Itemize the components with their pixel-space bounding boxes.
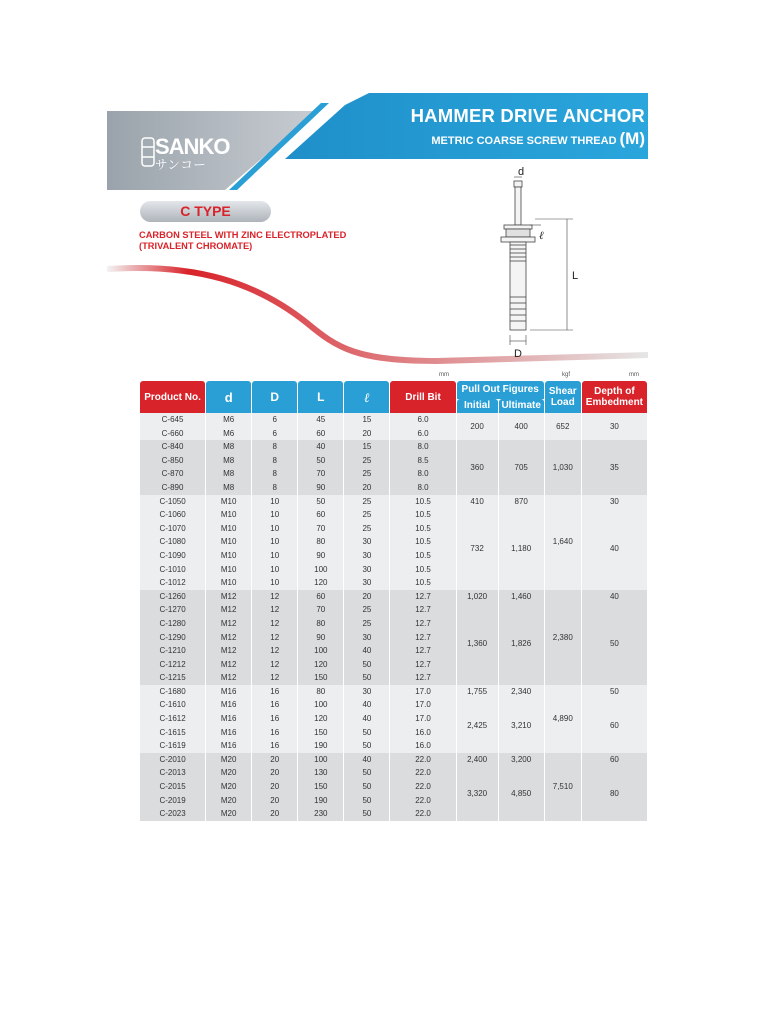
cell-product-no: C-2023 [140, 807, 205, 821]
cell-length-L: 70 [298, 467, 343, 481]
cell-length-l: 50 [344, 794, 389, 808]
cell-product-no: C-1290 [140, 631, 205, 645]
cell-drill-bit: 8.0 [390, 481, 455, 495]
header-product-no: Product No. [140, 381, 205, 413]
cell-shear-load: 1,030 [545, 440, 581, 494]
cell-drill-bit: 12.7 [390, 671, 455, 685]
cell-product-no: C-1612 [140, 712, 205, 726]
cell-length-l: 25 [344, 603, 389, 617]
cell-depth: 60 [582, 753, 647, 767]
table-row [140, 590, 647, 604]
cell-length-L: 80 [298, 617, 343, 631]
cell-pullout-initial: 2,400 [457, 753, 498, 767]
cell-product-no: C-870 [140, 467, 205, 481]
cell-drill-bit: 10.5 [390, 535, 455, 549]
cell-diameter-D: 16 [252, 739, 297, 753]
cell-diameter-D: 20 [252, 794, 297, 808]
cell-length-L: 45 [298, 413, 343, 427]
cell-product-no: C-1215 [140, 671, 205, 685]
cell-thread-d: M10 [206, 549, 251, 563]
header-initial: Initial [457, 399, 498, 413]
cell-diameter-D: 12 [252, 631, 297, 645]
cell-product-no: C-1060 [140, 508, 205, 522]
cell-length-l: 30 [344, 685, 389, 699]
cell-pullout-ultimate: 3,210 [499, 698, 544, 752]
cell-drill-bit: 8.0 [390, 467, 455, 481]
cell-length-l: 50 [344, 780, 389, 794]
cell-product-no: C-2019 [140, 794, 205, 808]
cell-diameter-D: 12 [252, 658, 297, 672]
cell-diameter-D: 12 [252, 644, 297, 658]
cell-diameter-D: 12 [252, 671, 297, 685]
cell-length-l: 20 [344, 590, 389, 604]
cell-drill-bit: 17.0 [390, 698, 455, 712]
cell-length-L: 120 [298, 576, 343, 590]
cell-length-l: 50 [344, 766, 389, 780]
sanko-logo-icon [141, 137, 155, 167]
cell-length-L: 90 [298, 481, 343, 495]
cell-thread-d: M6 [206, 427, 251, 441]
cell-thread-d: M12 [206, 617, 251, 631]
cell-length-L: 100 [298, 644, 343, 658]
cell-pullout-ultimate: 705 [499, 440, 544, 494]
unit-kgf-label: kgf [562, 372, 571, 378]
cell-drill-bit: 22.0 [390, 766, 455, 780]
cell-drill-bit: 16.0 [390, 726, 455, 740]
cell-length-l: 30 [344, 549, 389, 563]
cell-length-L: 120 [298, 658, 343, 672]
header-l: ℓ [344, 381, 389, 413]
cell-pullout-ultimate: 3,200 [499, 753, 544, 767]
table-row [140, 753, 647, 767]
cell-drill-bit: 22.0 [390, 780, 455, 794]
cell-pullout-initial: 1,755 [457, 685, 498, 699]
cell-drill-bit: 17.0 [390, 685, 455, 699]
cell-drill-bit: 10.5 [390, 576, 455, 590]
cell-pullout-ultimate: 2,340 [499, 685, 544, 699]
cell-thread-d: M10 [206, 495, 251, 509]
cell-diameter-D: 16 [252, 712, 297, 726]
cell-length-L: 70 [298, 522, 343, 536]
cell-pullout-initial: 1,360 [457, 603, 498, 685]
cell-pullout-ultimate: 1,180 [499, 508, 544, 590]
cell-diameter-D: 20 [252, 766, 297, 780]
cell-thread-d: M12 [206, 644, 251, 658]
page-subtitle: METRIC COARSE SCREW THREAD (M) [431, 129, 645, 148]
cell-length-L: 100 [298, 753, 343, 767]
cell-thread-d: M12 [206, 631, 251, 645]
cell-pullout-initial: 2,425 [457, 698, 498, 752]
cell-thread-d: M12 [206, 603, 251, 617]
cell-shear-load: 4,890 [545, 685, 581, 753]
cell-length-l: 25 [344, 454, 389, 468]
cell-thread-d: M12 [206, 590, 251, 604]
cell-shear-load: 2,380 [545, 590, 581, 685]
cell-length-l: 25 [344, 522, 389, 536]
cell-product-no: C-840 [140, 440, 205, 454]
cell-length-L: 60 [298, 590, 343, 604]
cell-product-no: C-2013 [140, 766, 205, 780]
cell-pullout-initial: 200 [457, 413, 498, 440]
cell-diameter-D: 16 [252, 698, 297, 712]
cell-product-no: C-1680 [140, 685, 205, 699]
cell-length-L: 50 [298, 495, 343, 509]
cell-depth: 30 [582, 413, 647, 440]
cell-length-L: 80 [298, 535, 343, 549]
cell-product-no: C-660 [140, 427, 205, 441]
cell-product-no: C-1270 [140, 603, 205, 617]
cell-drill-bit: 10.5 [390, 549, 455, 563]
cell-length-L: 60 [298, 508, 343, 522]
cell-product-no: C-850 [140, 454, 205, 468]
cell-length-L: 190 [298, 794, 343, 808]
unit-mm-depth-label: mm [629, 372, 639, 378]
cell-thread-d: M20 [206, 794, 251, 808]
cell-thread-d: M8 [206, 467, 251, 481]
cell-thread-d: M8 [206, 481, 251, 495]
cell-thread-d: M12 [206, 671, 251, 685]
cell-diameter-D: 10 [252, 535, 297, 549]
cell-length-L: 50 [298, 454, 343, 468]
cell-drill-bit: 10.5 [390, 508, 455, 522]
cell-drill-bit: 17.0 [390, 712, 455, 726]
material-description: CARBON STEEL WITH ZINC ELECTROPLATED (TRIVALENT CHROMATE) [139, 230, 347, 251]
header-pullout: Pull Out Figures [457, 381, 544, 399]
header-ultimate: Ultimate [499, 399, 544, 413]
cell-thread-d: M16 [206, 698, 251, 712]
page-title: HAMMER DRIVE ANCHOR [410, 105, 645, 126]
cell-diameter-D: 16 [252, 726, 297, 740]
cell-drill-bit: 6.0 [390, 413, 455, 427]
cell-product-no: C-1280 [140, 617, 205, 631]
cell-product-no: C-1070 [140, 522, 205, 536]
cell-length-L: 90 [298, 549, 343, 563]
cell-thread-d: M20 [206, 753, 251, 767]
cell-length-l: 25 [344, 467, 389, 481]
cell-shear-load: 652 [545, 413, 581, 440]
cell-pullout-ultimate: 4,850 [499, 766, 544, 820]
table-row [140, 413, 647, 427]
header-D: D [252, 381, 297, 413]
cell-diameter-D: 12 [252, 617, 297, 631]
cell-drill-bit: 12.7 [390, 603, 455, 617]
cell-length-L: 150 [298, 780, 343, 794]
cell-product-no: C-890 [140, 481, 205, 495]
cell-drill-bit: 8.5 [390, 454, 455, 468]
cell-product-no: C-1210 [140, 644, 205, 658]
anchor-drawing [497, 167, 587, 367]
cell-pullout-ultimate: 400 [499, 413, 544, 440]
cell-thread-d: M10 [206, 576, 251, 590]
cell-depth: 40 [582, 590, 647, 604]
cell-diameter-D: 12 [252, 603, 297, 617]
cell-length-l: 40 [344, 712, 389, 726]
cell-diameter-D: 16 [252, 685, 297, 699]
cell-drill-bit: 6.0 [390, 427, 455, 441]
cell-length-l: 30 [344, 631, 389, 645]
cell-thread-d: M8 [206, 454, 251, 468]
catalog-sheet [107, 93, 648, 843]
cell-length-l: 40 [344, 644, 389, 658]
spec-table [139, 381, 648, 821]
cell-length-l: 50 [344, 726, 389, 740]
cell-diameter-D: 8 [252, 440, 297, 454]
cell-length-l: 15 [344, 440, 389, 454]
cell-length-L: 100 [298, 698, 343, 712]
cell-thread-d: M8 [206, 440, 251, 454]
cell-shear-load: 1,640 [545, 495, 581, 590]
cell-diameter-D: 12 [252, 590, 297, 604]
cell-length-L: 80 [298, 685, 343, 699]
cell-thread-d: M20 [206, 780, 251, 794]
cell-pullout-initial: 410 [457, 495, 498, 509]
cell-length-l: 50 [344, 671, 389, 685]
cell-diameter-D: 8 [252, 454, 297, 468]
cell-length-L: 90 [298, 631, 343, 645]
cell-drill-bit: 22.0 [390, 794, 455, 808]
cell-drill-bit: 12.7 [390, 658, 455, 672]
cell-length-L: 70 [298, 603, 343, 617]
cell-depth: 50 [582, 603, 647, 685]
cell-product-no: C-2015 [140, 780, 205, 794]
svg-text:ℓ: ℓ [539, 230, 544, 242]
cell-diameter-D: 20 [252, 753, 297, 767]
cell-thread-d: M10 [206, 522, 251, 536]
cell-diameter-D: 20 [252, 807, 297, 821]
header-L: L [298, 381, 343, 413]
cell-thread-d: M20 [206, 766, 251, 780]
unit-mm-label: mm [439, 372, 449, 378]
cell-length-L: 150 [298, 671, 343, 685]
svg-text:L: L [572, 270, 579, 282]
header-d: d [206, 381, 251, 413]
cell-diameter-D: 20 [252, 780, 297, 794]
cell-depth: 30 [582, 495, 647, 509]
cell-thread-d: M16 [206, 712, 251, 726]
cell-thread-d: M10 [206, 535, 251, 549]
cell-pullout-initial: 732 [457, 508, 498, 590]
cell-diameter-D: 6 [252, 413, 297, 427]
cell-length-l: 20 [344, 481, 389, 495]
cell-drill-bit: 10.5 [390, 495, 455, 509]
cell-drill-bit: 16.0 [390, 739, 455, 753]
header-shear-load: Shear Load [545, 381, 581, 413]
cell-drill-bit: 22.0 [390, 807, 455, 821]
cell-length-L: 150 [298, 726, 343, 740]
cell-product-no: C-1080 [140, 535, 205, 549]
cell-depth: 40 [582, 508, 647, 590]
spec-table-body [140, 413, 647, 821]
cell-length-L: 60 [298, 427, 343, 441]
header-depth: Depth of Embedment [582, 381, 647, 413]
table-row [140, 685, 647, 699]
cell-thread-d: M6 [206, 413, 251, 427]
cell-product-no: C-1050 [140, 495, 205, 509]
cell-product-no: C-1212 [140, 658, 205, 672]
cell-drill-bit: 22.0 [390, 753, 455, 767]
cell-diameter-D: 10 [252, 549, 297, 563]
cell-length-l: 40 [344, 753, 389, 767]
cell-length-l: 40 [344, 698, 389, 712]
cell-shear-load: 7,510 [545, 753, 581, 821]
cell-drill-bit: 12.7 [390, 617, 455, 631]
cell-thread-d: M16 [206, 726, 251, 740]
cell-drill-bit: 12.7 [390, 590, 455, 604]
cell-diameter-D: 8 [252, 481, 297, 495]
cell-product-no: C-1012 [140, 576, 205, 590]
cell-length-l: 25 [344, 495, 389, 509]
svg-text:d: d [518, 167, 525, 178]
cell-length-l: 15 [344, 413, 389, 427]
cell-diameter-D: 10 [252, 563, 297, 577]
type-badge: C TYPE [140, 201, 271, 222]
svg-text:D: D [514, 348, 522, 360]
cell-product-no: C-1260 [140, 590, 205, 604]
cell-pullout-ultimate: 1,826 [499, 603, 544, 685]
cell-length-l: 30 [344, 563, 389, 577]
cell-product-no: C-1610 [140, 698, 205, 712]
cell-diameter-D: 10 [252, 576, 297, 590]
cell-depth: 35 [582, 440, 647, 494]
cell-diameter-D: 8 [252, 467, 297, 481]
cell-length-l: 30 [344, 576, 389, 590]
cell-thread-d: M20 [206, 807, 251, 821]
cell-length-l: 25 [344, 508, 389, 522]
cell-depth: 50 [582, 685, 647, 699]
cell-drill-bit: 10.5 [390, 563, 455, 577]
cell-product-no: C-1090 [140, 549, 205, 563]
cell-length-L: 40 [298, 440, 343, 454]
cell-length-L: 100 [298, 563, 343, 577]
cell-product-no: C-2010 [140, 753, 205, 767]
cell-pullout-initial: 3,320 [457, 766, 498, 820]
cell-length-l: 30 [344, 535, 389, 549]
cell-depth: 80 [582, 766, 647, 820]
brand-japanese: サンコー [155, 158, 207, 172]
cell-diameter-D: 10 [252, 522, 297, 536]
cell-thread-d: M10 [206, 563, 251, 577]
cell-length-L: 230 [298, 807, 343, 821]
cell-length-L: 190 [298, 739, 343, 753]
cell-product-no: C-1010 [140, 563, 205, 577]
cell-length-L: 130 [298, 766, 343, 780]
cell-thread-d: M12 [206, 658, 251, 672]
cell-product-no: C-645 [140, 413, 205, 427]
cell-length-l: 50 [344, 658, 389, 672]
cell-thread-d: M16 [206, 685, 251, 699]
header-drill-bit: Drill Bit [390, 381, 455, 413]
cell-product-no: C-1615 [140, 726, 205, 740]
table-row [140, 440, 647, 454]
cell-length-l: 20 [344, 427, 389, 441]
cell-drill-bit: 12.7 [390, 644, 455, 658]
cell-depth: 60 [582, 698, 647, 752]
cell-thread-d: M10 [206, 508, 251, 522]
cell-length-l: 50 [344, 807, 389, 821]
cell-diameter-D: 6 [252, 427, 297, 441]
cell-diameter-D: 10 [252, 508, 297, 522]
brand-name: SANKO [155, 134, 230, 159]
cell-length-L: 120 [298, 712, 343, 726]
cell-pullout-initial: 1,020 [457, 590, 498, 604]
cell-length-l: 25 [344, 617, 389, 631]
cell-drill-bit: 10.5 [390, 522, 455, 536]
cell-pullout-ultimate: 870 [499, 495, 544, 509]
cell-pullout-initial: 360 [457, 440, 498, 494]
cell-product-no: C-1619 [140, 739, 205, 753]
cell-thread-d: M16 [206, 739, 251, 753]
cell-pullout-ultimate: 1,460 [499, 590, 544, 604]
table-row [140, 495, 647, 509]
cell-length-l: 50 [344, 739, 389, 753]
cell-drill-bit: 8.0 [390, 440, 455, 454]
cell-diameter-D: 10 [252, 495, 297, 509]
cell-drill-bit: 12.7 [390, 631, 455, 645]
